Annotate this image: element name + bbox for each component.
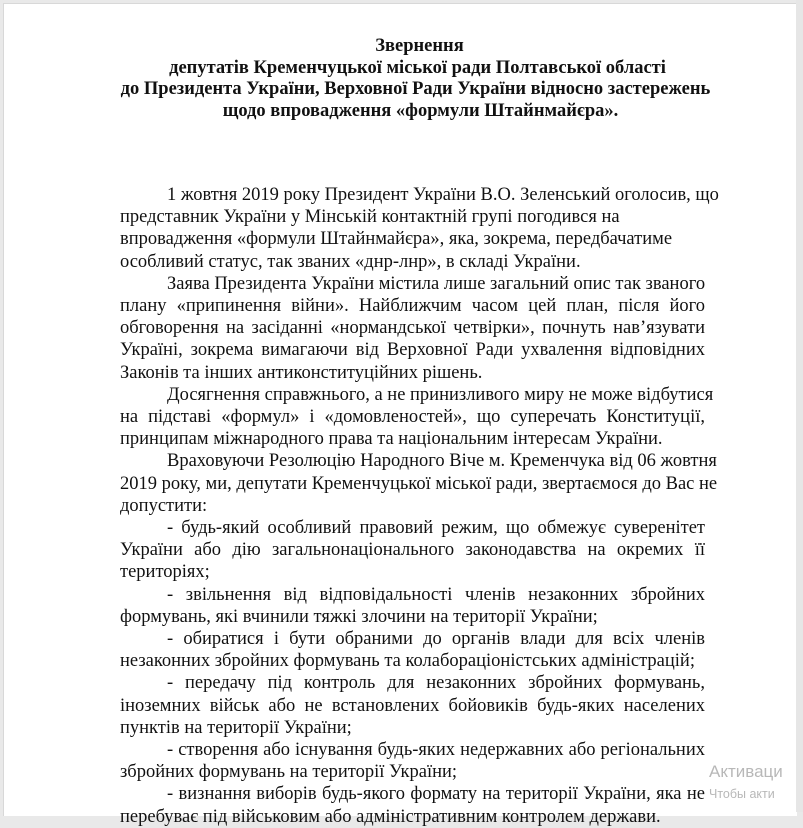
- watermark-line-2: Чтобы акти: [709, 787, 775, 801]
- text-line: Україні, зокрема вимагаючи від Верховної Ради ухвалення відповідних: [120, 340, 705, 361]
- text-line: збройних формувань на території України;: [120, 762, 458, 783]
- text-line: - визнання виборів будь-якого формату на території України, яка не: [167, 784, 705, 805]
- text-line: пунктів на території України;: [120, 717, 352, 738]
- paragraph: [120, 739, 705, 783]
- title-line: Звернення: [375, 36, 464, 56]
- text-line: - будь-який особливий правовий режим, що обмежує суверенітет: [167, 518, 705, 539]
- text-line: - обиратися і бути обраними до органів влади для всіх членів: [167, 629, 705, 650]
- scrollbar-track[interactable]: [796, 0, 803, 812]
- paragraph: [120, 783, 705, 827]
- paragraph: [120, 584, 705, 628]
- text-line: 1 жовтня 2019 року Президент України В.О. Зеленський оголосив, що: [167, 185, 719, 205]
- text-line: - передачу під контроль для незаконних збройних формувань,: [167, 673, 705, 694]
- watermark-line-1: Активаци: [709, 762, 783, 781]
- text-line: впровадження «формули Штайнмайєра», яка, зокрема, передбачатиме: [120, 229, 673, 250]
- text-line: Заява Президента України містила лише загальний опис так званого: [167, 273, 706, 294]
- paragraph: [120, 384, 714, 451]
- text-line: незаконних збройних формувань та колабораціоністських адміністрацій;: [120, 651, 695, 672]
- title-line: щодо впровадження «формули Штайнмайєра».: [222, 100, 619, 121]
- text-line: - звільнення від відповідальності членів незаконних збройних: [167, 584, 705, 605]
- text-line: допустити:: [120, 495, 208, 516]
- text-line: перебуває під військовим або адміністративним контролем держави.: [120, 806, 661, 827]
- text-line: формувань, які вчинили тяжкі злочини на території України;: [120, 606, 598, 627]
- text-line: - створення або існування будь-яких недержавних або регіональних: [167, 740, 705, 761]
- text-line: особливий статус, так званих «днр-лнр», в складі України.: [120, 251, 581, 272]
- paragraph: [120, 672, 705, 739]
- paragraph: [120, 628, 705, 672]
- document-body: [120, 184, 719, 828]
- text-line: принципам міжнародного права та національним інтересам України.: [120, 429, 663, 450]
- paragraph: [120, 450, 718, 517]
- text-line: України або дію загальнонаціонального законодавства на окремих її: [120, 540, 705, 561]
- windows-activation-watermark: [709, 762, 783, 804]
- paragraph: [120, 184, 719, 273]
- paragraph: [120, 273, 705, 384]
- document-page: [3, 3, 797, 827]
- text-line: Враховуючи Резолюцію Народного Віче м. Кременчука від 06 жовтня: [167, 451, 717, 472]
- text-line: представник України у Мінській контактній групі погодився на: [120, 207, 620, 228]
- text-line: територіях;: [120, 562, 210, 583]
- text-line: 2019 року, ми, депутати Кременчуцької міської ради, звертаємося до Вас не: [120, 473, 718, 494]
- document-title: [4, 36, 797, 122]
- text-line: Законів та інших антиконституційних рішень.: [120, 362, 483, 383]
- text-line: обговорення на засіданні «нормандської четвірки», почнуть нав’язувати: [120, 318, 705, 339]
- text-line: Досягнення справжнього, а не принизливого миру не може відбутися: [167, 384, 714, 405]
- paragraph: [120, 517, 705, 584]
- text-line: на підставі «формул» і «домовленостей», що суперечать Конституції,: [120, 407, 705, 428]
- title-line: депутатів Кременчуцької міської ради Полтавської області: [169, 57, 666, 78]
- title-line: до Президента України, Верховної Ради України відносно застережень: [120, 79, 711, 99]
- text-line: плану «припинення війни». Найближчим часом цей план, після його: [120, 296, 705, 317]
- text-line: іноземних військ або не встановлених бойовиків будь-яких населених: [120, 695, 705, 716]
